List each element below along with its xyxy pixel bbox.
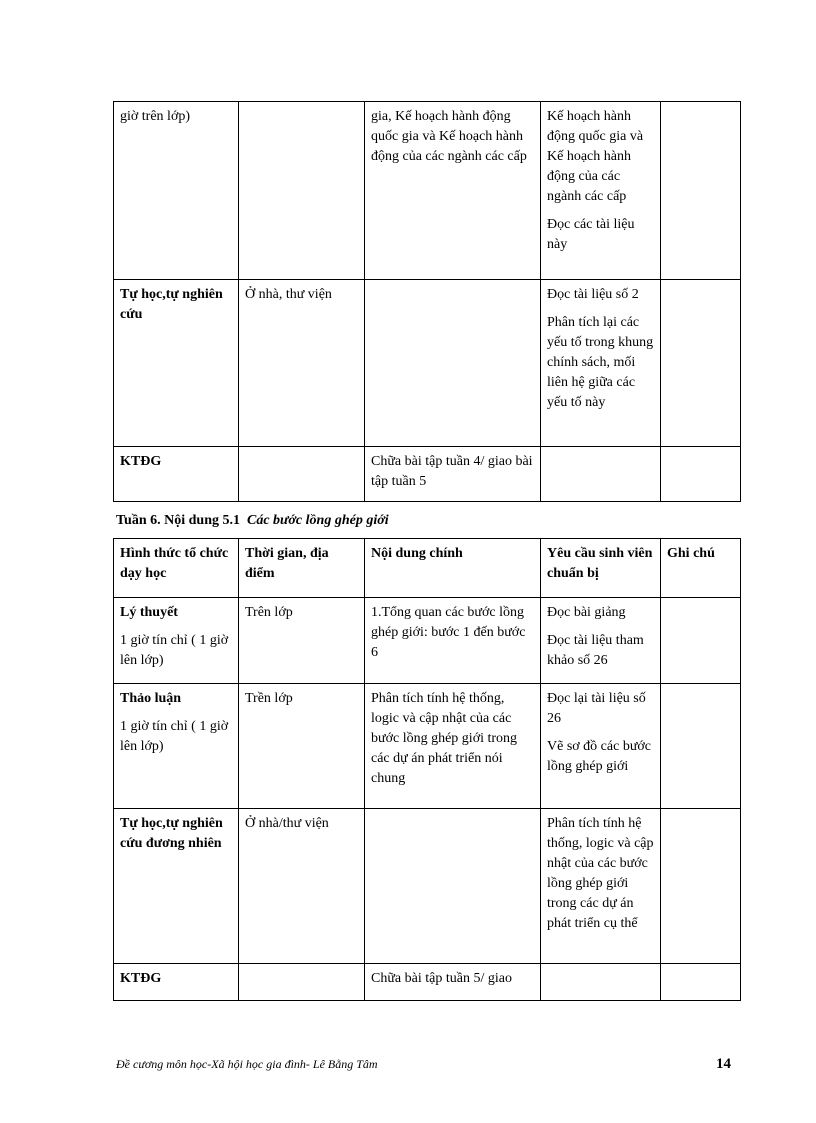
time-place-cell: Trền lớp bbox=[239, 684, 365, 809]
header-form: Hình thức tổ chức dạy học bbox=[114, 539, 239, 598]
table-header-row bbox=[114, 539, 741, 598]
form-cell: KTĐG bbox=[114, 964, 239, 1001]
time-place-cell bbox=[239, 964, 365, 1001]
time-place-cell: Trên lớp bbox=[239, 598, 365, 684]
notes-cell bbox=[661, 447, 741, 502]
header-notes: Ghi chú bbox=[661, 539, 741, 598]
notes-cell bbox=[661, 598, 741, 684]
student-requirement-cell bbox=[541, 447, 661, 502]
table-row bbox=[114, 102, 741, 280]
main-content-cell bbox=[365, 809, 541, 964]
form-cell: Tự học,tự nghiên cứu bbox=[114, 280, 239, 447]
table-row bbox=[114, 447, 741, 502]
form-cell: Lý thuyết 1 giờ tín chỉ ( 1 giờ lên lớp) bbox=[114, 598, 239, 684]
main-content-cell: Chữa bài tập tuần 5/ giao bbox=[365, 964, 541, 1001]
schedule-table-week5-continued bbox=[113, 101, 741, 502]
week6-heading-prefix: Tuần 6. Nội dung 5.1 bbox=[116, 513, 240, 528]
time-place-cell bbox=[239, 447, 365, 502]
form-cell: KTĐG bbox=[114, 447, 239, 502]
schedule-table-week6 bbox=[113, 538, 741, 1001]
time-place-cell: Ở nhà/thư viện bbox=[239, 809, 365, 964]
main-content-cell: Phân tích tính hệ thống, logic và cập nhật của các bước lồng ghép giới trong các dự án phát triển nói chung bbox=[365, 684, 541, 809]
notes-cell bbox=[661, 684, 741, 809]
table-row bbox=[114, 280, 741, 447]
student-requirement-cell bbox=[541, 964, 661, 1001]
table-row bbox=[114, 809, 741, 964]
notes-cell bbox=[661, 102, 741, 280]
header-main-content: Nội dung chính bbox=[365, 539, 541, 598]
form-cell: Thảo luận 1 giờ tín chỉ ( 1 giờ lên lớp) bbox=[114, 684, 239, 809]
main-content-cell: Chữa bài tập tuần 4/ giao bài tập tuần 5 bbox=[365, 447, 541, 502]
main-content-cell: gia, Kế hoạch hành động quốc gia và Kế hoạch hành động của các ngành các cấp bbox=[365, 102, 541, 280]
student-requirement-cell: Đọc bài giảng Đọc tài liệu tham khảo số 26 bbox=[541, 598, 661, 684]
student-requirement-cell: Đọc lại tài liệu số 26 Vẽ sơ đồ các bước lồng ghép giới bbox=[541, 684, 661, 809]
time-place-cell: Ở nhà, thư viện bbox=[239, 280, 365, 447]
table-row bbox=[114, 684, 741, 809]
student-requirement-cell: Kế hoạch hành động quốc gia và Kế hoạch hành động của các ngành các cấp Đọc các tài liệu này bbox=[541, 102, 661, 280]
notes-cell bbox=[661, 964, 741, 1001]
student-requirement-cell: Đọc tài liệu số 2 Phân tích lại các yếu tố trong khung chính sách, mối liên hệ giữa các yếu tố này bbox=[541, 280, 661, 447]
week6-heading-topic: Các bước lồng ghép giới bbox=[246, 513, 389, 528]
notes-cell bbox=[661, 809, 741, 964]
footer-course-title: Đề cương môn học-Xã hội học gia đình- Lê Bằng Tâm bbox=[116, 1057, 378, 1071]
table-row bbox=[114, 598, 741, 684]
table-row bbox=[114, 964, 741, 1001]
notes-cell bbox=[661, 280, 741, 447]
header-student-requirement: Yêu cầu sinh viên chuẩn bị bbox=[541, 539, 661, 598]
main-content-cell bbox=[365, 280, 541, 447]
form-cell: giờ trên lớp) bbox=[114, 102, 239, 280]
student-requirement-cell: Phân tích tính hệ thống, logic và cập nhật của các bước lồng ghép giới trong các dự án phát triển cụ thể bbox=[541, 809, 661, 964]
time-place-cell bbox=[239, 102, 365, 280]
page-number: 14 bbox=[716, 1056, 731, 1072]
form-cell: Tự học,tự nghiên cứu đương nhiên bbox=[114, 809, 239, 964]
week6-heading bbox=[116, 513, 389, 529]
header-time-place: Thời gian, địa điểm bbox=[239, 539, 365, 598]
main-content-cell: 1.Tổng quan các bước lồng ghép giới: bước 1 đến bước 6 bbox=[365, 598, 541, 684]
